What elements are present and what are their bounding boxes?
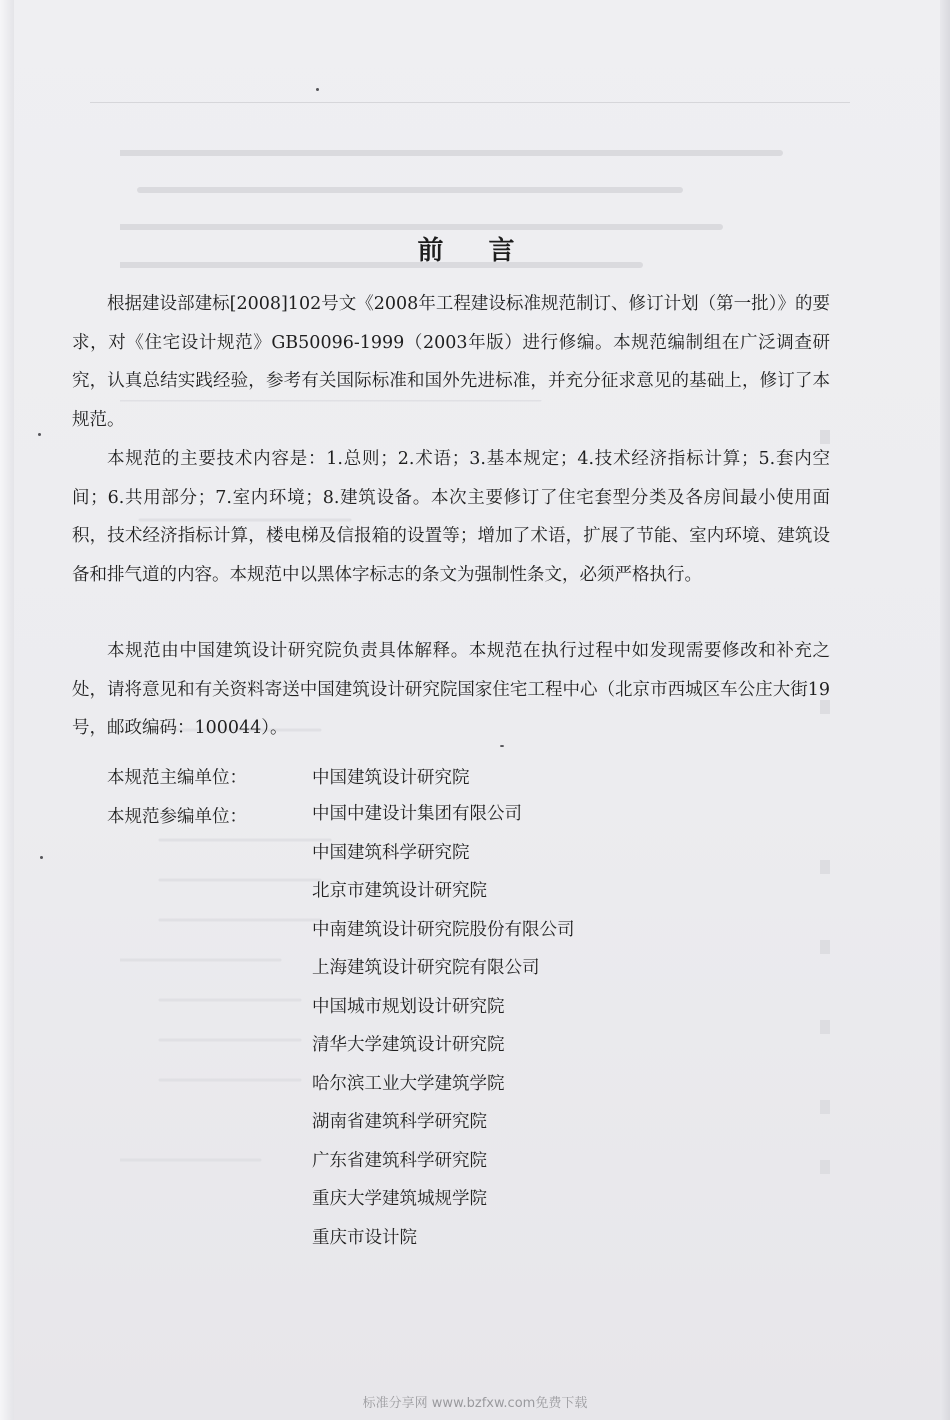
participating-unit: 重庆市设计院 [312, 1227, 417, 1248]
watermark-footer: 标准分享网 www.bzfxw.com免费下载 [362, 1396, 588, 1411]
participating-units-label: 本规范参编单位： [107, 807, 247, 827]
page-left-edge [0, 0, 14, 1420]
participating-unit: 湖南省建筑科学研究院 [312, 1112, 487, 1132]
participating-unit: 广东省建筑科学研究院 [312, 1150, 487, 1171]
page-title: 前 言 [417, 236, 533, 266]
participating-units-list [312, 795, 575, 1257]
paragraph-revision-basis: 根据建设部建标[2008]102号文《2008年工程建设标准规范制订、修订计划（第一批）》的要求，对《住宅设计规范》GB50096-1999（2003年版）进行修编。本规范编制组在广泛调查研究，认真总结实践经验，参考有关国际标准和国外先进标准，并充分征求意见的基础上，修订了本规范。 [72, 294, 830, 430]
scan-speck [316, 88, 319, 91]
page-right-edge [940, 0, 950, 1420]
chief-unit-label: 本规范主编单位： [107, 768, 247, 788]
bleed-through-texture [120, 145, 810, 295]
chief-unit-name: 中国建筑设计研究院 [312, 768, 470, 788]
participating-unit: 中南建筑设计研究院股份有限公司 [312, 919, 575, 940]
paragraph-interpretation-contact: 本规范由中国建筑设计研究院负责具体解释。本规范在执行过程中如发现需要修改和补充之处，请将意见和有关资料寄送中国建筑设计研究院国家住宅工程中心（北京市西城区车公庄大街19号，邮政编码：100044）。 [72, 641, 830, 738]
participating-unit: 清华大学建筑设计研究院 [312, 1035, 505, 1055]
participating-unit: 北京市建筑设计研究院 [312, 881, 487, 901]
scan-speck [38, 433, 41, 436]
participating-unit: 中国建筑科学研究院 [312, 842, 470, 863]
scan-speck [40, 856, 43, 859]
bleed-through-rule [90, 102, 850, 103]
participating-units-row [107, 803, 312, 828]
participating-unit: 上海建筑设计研究院有限公司 [312, 958, 540, 978]
chief-unit-name-row [312, 764, 470, 789]
participating-unit: 哈尔滨工业大学建筑学院 [312, 1073, 505, 1094]
chief-unit-row [107, 764, 312, 789]
participating-unit: 中国城市规划设计研究院 [312, 996, 505, 1017]
bleed-through-strokes [120, 145, 810, 295]
participating-unit: 重庆大学建筑城规学院 [312, 1189, 487, 1209]
paragraph-technical-content: 本规范的主要技术内容是：1.总则；2.术语；3.基本规定；4.技术经济指标计算；5.套内空间；6.共用部分；7.室内环境；8.建筑设备。本次主要修订了住宅套型分类及各房间最小使用面积，技术经济指标计算，楼电梯及信报箱的设置等；增加了术语，扩展了节能、室内环境、建筑设备和排气道的内容。本规范中以黑体字标志的条文为强制性条文，必须严格执行。 [72, 449, 830, 585]
participating-unit: 中国中建设计集团有限公司 [312, 804, 522, 824]
